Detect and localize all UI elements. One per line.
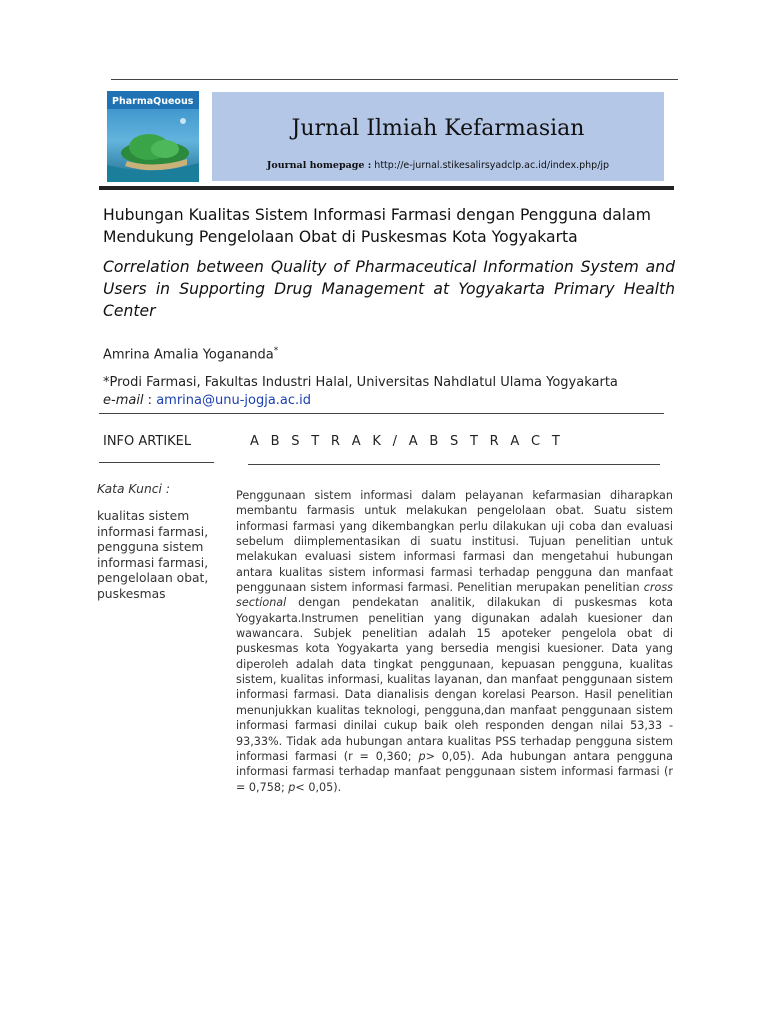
- homepage-url[interactable]: http://e-jurnal.stikesalirsyadclp.ac.id/index.php/jp: [374, 160, 610, 171]
- homepage-label: Journal homepage :: [266, 160, 372, 171]
- author-name: Amrina Amalia Yogananda: [103, 347, 274, 363]
- abstract-underline: [248, 464, 660, 465]
- abstract-p-symbol-2: p: [288, 780, 296, 794]
- article-title-english: Correlation between Quality of Pharmaceutical Information System and Users in Supporting Drug Management at Yogyakarta Primary Health Center: [103, 258, 675, 320]
- abstract-heading: A B S T R A K / A B S T R A C T: [250, 434, 564, 449]
- abstract-p-symbol-1: p: [418, 749, 426, 763]
- abstract-text: [236, 488, 673, 795]
- abstract-part-1: Penggunaan sistem informasi dalam pelayanan kefarmasian diharapkan membantu farmasis untuk melakukan pengelolaan obat. Suatu sistem informasi farmasi yang dikembangkan perlu dilakukan uji coba dan evaluasi sebelum diimplementasikan di suatu institusi. Tujuan penelitian untuk melakukan evaluasi sistem informasi farmasi dan mengetahui hubungan antara kualitas sistem informasi farmasi terhadap pengguna dan manfaat penggunaan sistem informasi farmasi. Penelitian merupakan penelitian: [236, 489, 673, 595]
- journal-logo: [107, 91, 199, 182]
- journal-banner: [212, 92, 664, 181]
- abstract-part-3: > 0,05). Ada hubungan antara pengguna informasi farmasi terhadap manfaat penggunaan sistem informasi farmasi (r = 0,758;: [236, 749, 673, 794]
- journal-title: Jurnal Ilmiah Kefarmasian: [291, 116, 585, 141]
- abstract-part-2: dengan pendekatan analitik, dilakukan di puskesmas kota Yogyakarta.Instrumen penelitian yang digunakan adalah kuesioner dan wawancara. Subjek penelitian adalah 15 apoteker pengelola obat di puskesmas kota Yogyakarta yang bersedia mengisi kuesioner. Data yang diperoleh adalah data tingkat penggunaan, kepuasan pengguna, kualitas sistem, kualitas informasi, kualitas layanan, dan manfaat penggunaan sistem informasi farmasi. Data dianalisis dengan korelasi Pearson. Hasil penelitian menunjukkan kualitas teknologi, pengguna,dan manfaat penggunaan sistem informasi farmasi dinilai cukup baik oleh responden dengan nilai 53,33 - 93,33%. Tidak ada hubungan antara kualitas PSS terhadap pengguna sistem informasi farmasi (r = 0,360;: [236, 596, 673, 763]
- section-divider: [99, 413, 664, 414]
- header-divider: [99, 186, 674, 190]
- author-affiliation: *Prodi Farmasi, Fakultas Industri Halal, Universitas Nahdlatul Ulama Yogyakarta: [103, 375, 618, 390]
- author-line: [103, 346, 278, 362]
- info-artikel-underline: [99, 462, 214, 463]
- journal-homepage: [212, 160, 664, 171]
- article-title-indonesian: Hubungan Kualitas Sistem Informasi Farmasi dengan Pengguna dalam Mendukung Pengelolaan Obat di Puskesmas Kota Yogyakarta: [103, 206, 651, 246]
- email-separator: :: [143, 393, 157, 408]
- email-link[interactable]: amrina@unu-jogja.ac.id: [156, 393, 312, 408]
- abstract-part-4: < 0,05).: [295, 780, 342, 794]
- abstract-cross-sectional: cross sectional: [236, 581, 673, 610]
- keywords-label: Kata Kunci :: [97, 482, 170, 496]
- author-email-line: [103, 393, 311, 408]
- top-rule: [111, 79, 678, 80]
- email-label: e-mail: [103, 393, 144, 408]
- info-artikel-heading: INFO ARTIKEL: [103, 434, 192, 449]
- author-mark: *: [273, 346, 279, 356]
- logo-wordmark: PharmaQueous: [112, 96, 194, 107]
- keywords-list: kualitas sistem informasi farmasi, pengguna sistem informasi farmasi, pengelolaan obat, puskesmas: [97, 509, 209, 601]
